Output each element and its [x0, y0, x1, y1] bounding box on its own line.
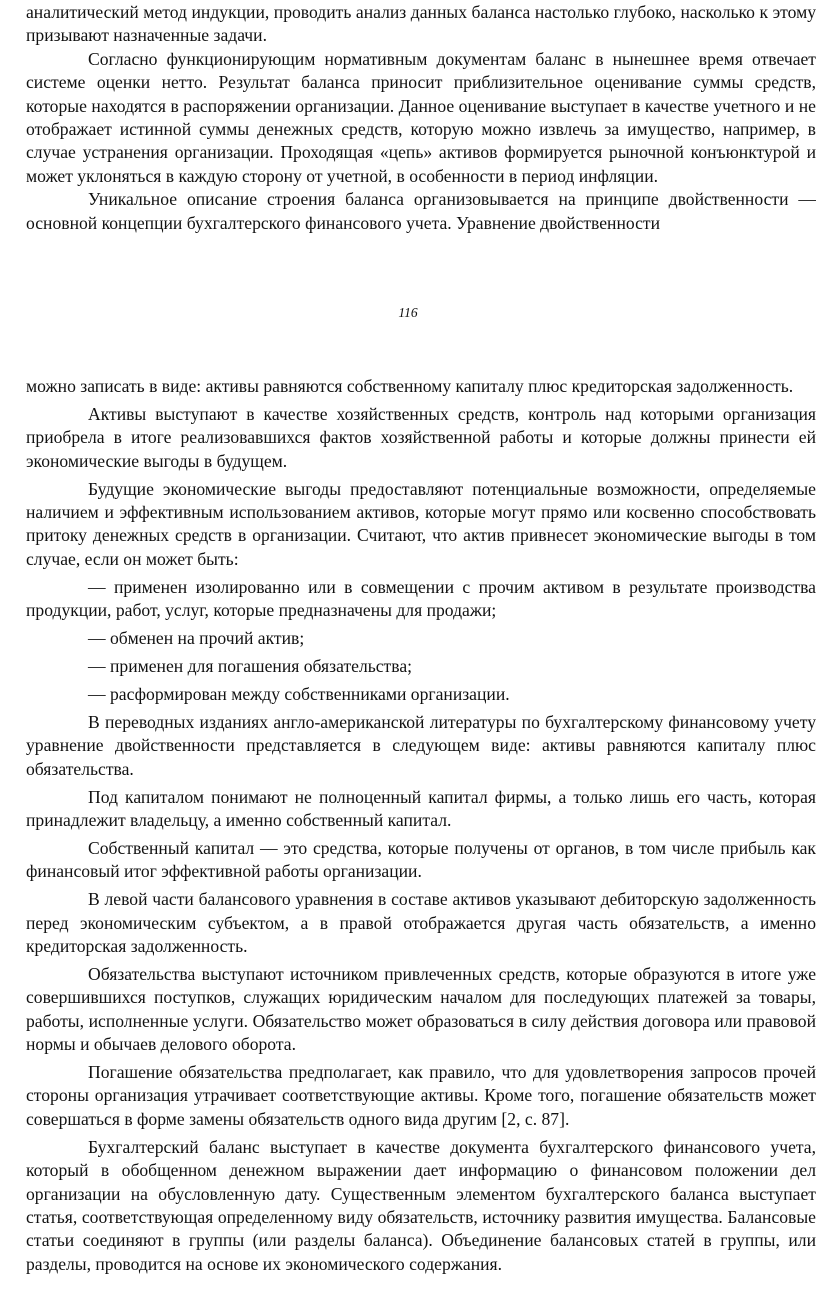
paragraph: аналитический метод индукции, проводить анализ данных баланса настолько глубоко, насколько к этому призывают назначенные задачи. [26, 2, 816, 46]
list-item: — обменен на прочий актив; [88, 628, 305, 649]
paragraph: В левой части балансового уравнения в составе активов указывают дебиторскую задолженность перед экономическим субъектом, а в правой отображается другая часть обязательств, а именно кредиторская задолженность. [26, 889, 816, 956]
paragraph: Уникальное описание строения баланса организовывается на принципе двойственности — основной концепции бухгалтерского финансового учета. Уравнение двойственности [26, 189, 816, 233]
page-bottom-text-block [26, 375, 816, 1276]
paragraph: Согласно функционирующим нормативным документам баланс в нынешнее время отвечает системе оценки нетто. Результат баланса приносит приблизительное оценивание суммы средств, которые находятся в распоряжении организации. Данное оценивание выступает в качестве учетного и не отображает истинной суммы денежных средств, которую можно извлечь за имущество, например, в случае устранения организации. Проходящая «цепь» активов формируется рыночной конъюнктурой и может уклоняться в каждую сторону от учетной, в особенности в период инфляции. [26, 48, 816, 186]
page-number: 116 [398, 305, 418, 320]
list-item: — применен изолированно или в совмещении с прочим активом в результате производства продукции, работ, услуг, которые предназначены для продажи; [26, 576, 816, 621]
paragraph: Собственный капитал — это средства, которые получены от органов, в том числе прибыль как финансовый итог эффективной работы организации. [26, 837, 816, 882]
paragraph: В переводных изданиях англо-американской литературы по бухгалтерскому финансовому учету уравнение двойственности представляется в следующем виде: активы равняются капиталу плюс обязательства. [26, 711, 816, 779]
list-item: — применен для погашения обязательства; [88, 655, 413, 676]
paragraph: Погашение обязательства предполагает, как правило, что для удовлетворения запросов прочей стороны организация утрачивает соответствующие активы. Кроме того, погашение обязательств может совершаться в форме замены обязательств одного вида другим [2, с. 87]. [26, 1061, 816, 1129]
paragraph: Будущие экономические выгоды предоставляют потенциальные возможности, определяемые наличием и эффективным использованием активов, которые могут прямо или косвенно способствовать притоку денежных средств в организации. Считают, что актив привнесет экономические выгоды в том случае, если он может быть: [26, 478, 816, 569]
paragraph: Бухгалтерский баланс выступает в качестве документа бухгалтерского финансового учета, который в обобщенном денежном выражении дает информацию о финансовом положении дел организации на обусловленную дату. Существенным элементом бухгалтерского баланса выступает статья, соответствующая определенному виду обязательств, источнику развития имущества. Балансовые статьи соединяют в группы (или разделы баланса). Объединение балансовых статей в группы, или разделы, проводится на основе их экономического содержания. [26, 1136, 816, 1274]
paragraph: можно записать в виде: активы равняются собственному капиталу плюс кредиторская задолженность. [26, 376, 794, 396]
page-top-text-block [26, 1, 816, 235]
list-item: — расформирован между собственниками организации. [88, 683, 510, 704]
paragraph: Под капиталом понимают не полноценный капитал фирмы, а только лишь его часть, которая принадлежит владельцу, а именно собственный капитал. [26, 786, 816, 830]
paragraph: Обязательства выступают источником привлеченных средств, которые образуются в итоге уже совершившихся поступков, служащих юридическим началом для последующих платежей за товары, работы, исполненные услуги. Обязательство может образоваться в силу действия договора или правовой нормы и обычаев делового оборота. [26, 963, 816, 1055]
paragraph: Активы выступают в качестве хозяйственных средств, контроль над которыми организация приобрела в итоге реализовавшихся фактов хозяйственной работы и которые должны принести ей экономические выгоды в будущем. [26, 403, 816, 471]
